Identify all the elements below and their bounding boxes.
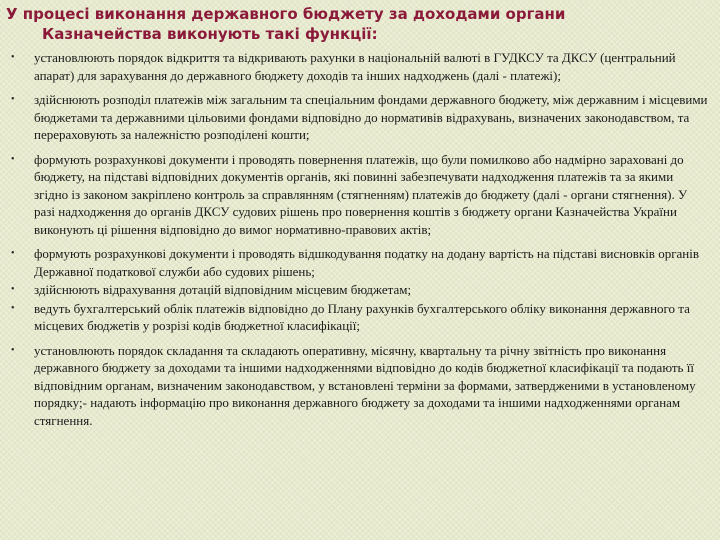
bullet-icon: • xyxy=(11,344,15,356)
title-line-2: Казначейства виконують такі функції: xyxy=(42,25,378,43)
bullet-icon: • xyxy=(11,302,15,314)
bullet-icon: • xyxy=(11,153,15,165)
list-item-text: формують розрахункові документи і проводять повернення платежів, що були помилково або надмірно зараховані до бюджету, на підставі відповідних документів органів, які повинні забезпечувати надходження платежів та за якими згідно із законом закріплено контроль за справлянням (стягненням) платежів до бюджету (далі - органи стягнення). У разі надходження до органів ДКСУ судових рішень про повернення коштів з бюджету органи Казначейства України виконують ці рішення відповідно до вимог нормативно-правових актів; xyxy=(34,151,688,237)
functions-list xyxy=(0,49,710,436)
list-item xyxy=(0,300,710,335)
bullet-icon: • xyxy=(11,52,15,63)
bullet-icon: • xyxy=(11,284,15,295)
list-item-text: формують розрахункові документи і проводять відшкодування податку на додану вартість на підставі висновків органів Державної податкової служби або судових рішень; xyxy=(34,246,700,279)
bullet-icon: • xyxy=(11,94,15,105)
list-item-text: здійснюють розподіл платежів між загальним та спеціальним фондами державного бюджету, між державним і місцевими бюджетами та державними цільовими фондами відповідно до нормативів відрахувань, визначених законодавством, та перераховують за належністю розподілені кошти; xyxy=(34,92,708,142)
list-item-text: установлюють порядок відкриття та відкривають рахунки в національній валюті в ГУДКСУ та ДКСУ (центральний апарат) для зарахування до державного бюджету доходів та інших надходжень (далі - платежі); xyxy=(34,50,676,83)
list-item-text: ведуть бухгалтерський облік платежів відповідно до Плану рахунків бухгалтерського обліку виконання державного та місцевих бюджетів у розрізі кодів бюджетної класифікації; xyxy=(34,300,690,333)
slide-title xyxy=(6,4,718,44)
list-item-text: здійснюють відрахування дотацій відповідним місцевим бюджетам; xyxy=(34,282,412,297)
list-item-text: установлюють порядок складання та складають оперативну, місячну, квартальну та річну звітність про виконання державного бюджету за доходами та іншими надходженнями відповідно до кодів бюджетної класифікації та подають її відповідним органам, визначеним законодавством, у встановлені терміни за формами, затвердженими в установленому порядку;- надають інформацію про виконання державного бюджету за доходами та іншими надходженнями органам стягнення. xyxy=(34,342,696,428)
bullet-icon: • xyxy=(11,248,15,259)
list-item xyxy=(0,91,710,144)
title-line-1: У процесі виконання державного бюджету за доходами органи xyxy=(6,5,566,23)
list-item xyxy=(0,342,710,430)
list-item xyxy=(0,49,710,84)
list-item xyxy=(0,245,710,280)
list-item xyxy=(0,151,710,239)
list-item xyxy=(0,281,710,299)
